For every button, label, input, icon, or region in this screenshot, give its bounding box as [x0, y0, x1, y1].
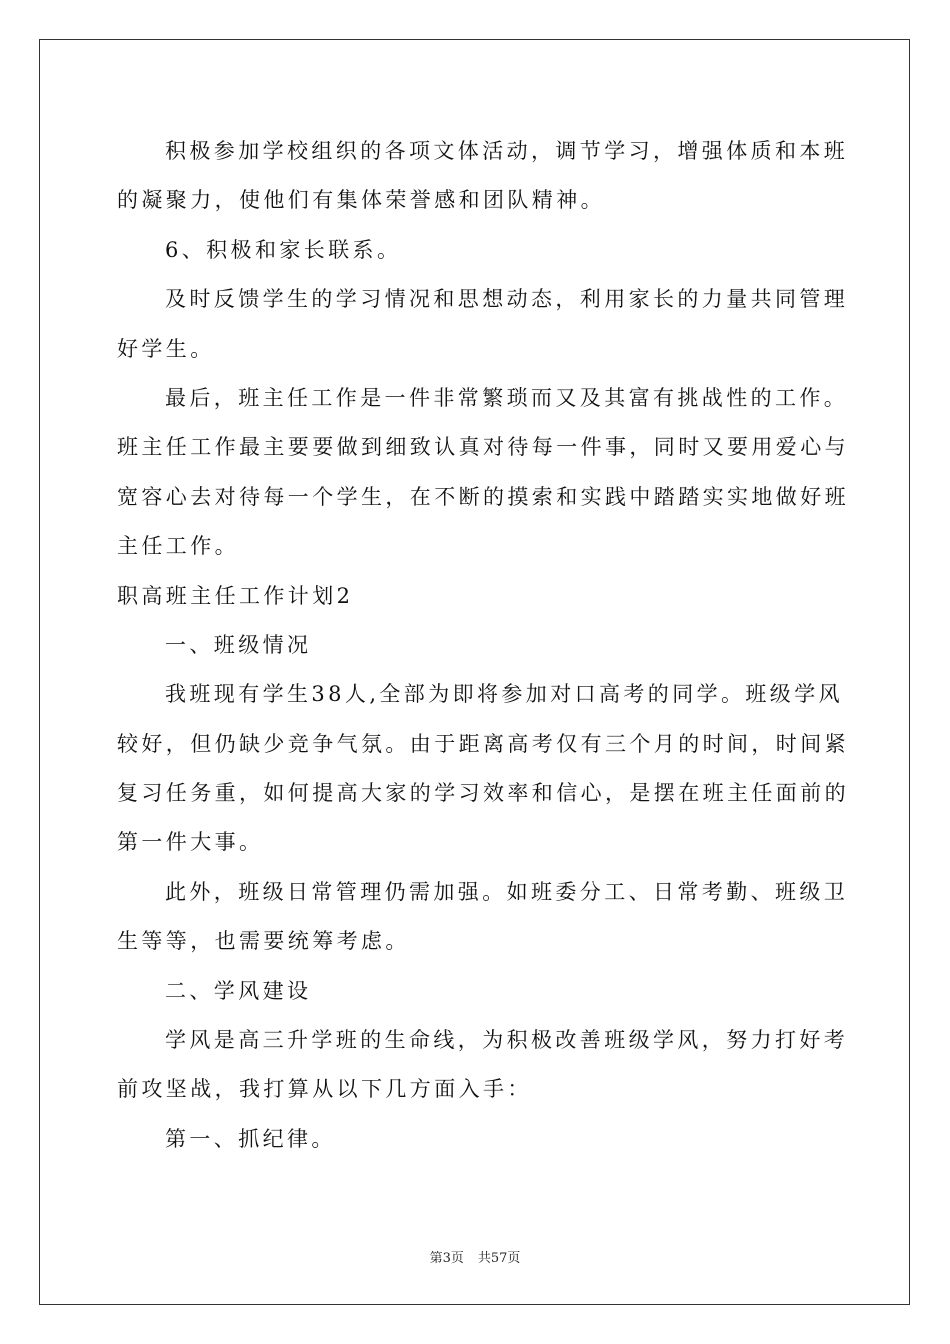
- section-heading: 一、班级情况: [165, 632, 312, 657]
- paragraph-line: 第一、抓纪律。: [165, 1126, 336, 1151]
- paragraph-line: 主任工作。: [117, 534, 239, 559]
- paragraph-line: 最后，班主任工作是一件非常繁琐而又及其富有挑战性的工作。: [165, 385, 849, 410]
- paragraph-line: 积极参加学校组织的各项文体活动，调节学习，增强体质和本班: [165, 139, 849, 163]
- section-title: 职高班主任工作计划2: [117, 583, 354, 608]
- page-total: 共57页: [477, 1251, 521, 1266]
- paragraph-line: 复习任务重，如何提高大家的学习效率和信心，是摆在班主任面前的: [117, 781, 849, 806]
- page-footer: [0, 1247, 950, 1266]
- paragraph-line: 前攻坚战，我打算从以下几方面入手：: [117, 1077, 532, 1102]
- section-heading: 二、学风建设: [165, 978, 312, 1003]
- paragraph-line: 学风是高三升学班的生命线，为积极改善班级学风，努力打好考: [165, 1028, 849, 1053]
- paragraph-line: 此外，班级日常管理仍需加强。如班委分工、日常考勤、班级卫: [165, 879, 849, 904]
- paragraph-line: 的凝聚力，使他们有集体荣誉感和团队精神。: [117, 188, 605, 213]
- paragraph-line: 及时反馈学生的学习情况和思想动态，利用家长的力量共同管理: [165, 287, 849, 312]
- paragraph-line: 生等等，也需要统筹考虑。: [117, 929, 410, 954]
- paragraph-line: 宽容心去对待每一个学生，在不断的摸索和实践中踏踏实实地做好班: [117, 484, 849, 509]
- list-item-heading: 6、积极和家长联系。: [165, 237, 402, 262]
- paragraph-line: 班主任工作最主要要做到细致认真对待每一件事，同时又要用爱心与: [117, 435, 849, 460]
- paragraph-line: 较好，但仍缺少竞争气氛。由于距离高考仅有三个月的时间，时间紧: [117, 731, 849, 756]
- page-number: 第3页: [429, 1251, 464, 1266]
- paragraph-line: 我班现有学生38人,全部为即将参加对口高考的同学。班级学风: [165, 682, 843, 707]
- paragraph-line: 好学生。: [117, 336, 215, 361]
- paragraph-line: 第一件大事。: [117, 830, 264, 855]
- document-body: [117, 127, 849, 1164]
